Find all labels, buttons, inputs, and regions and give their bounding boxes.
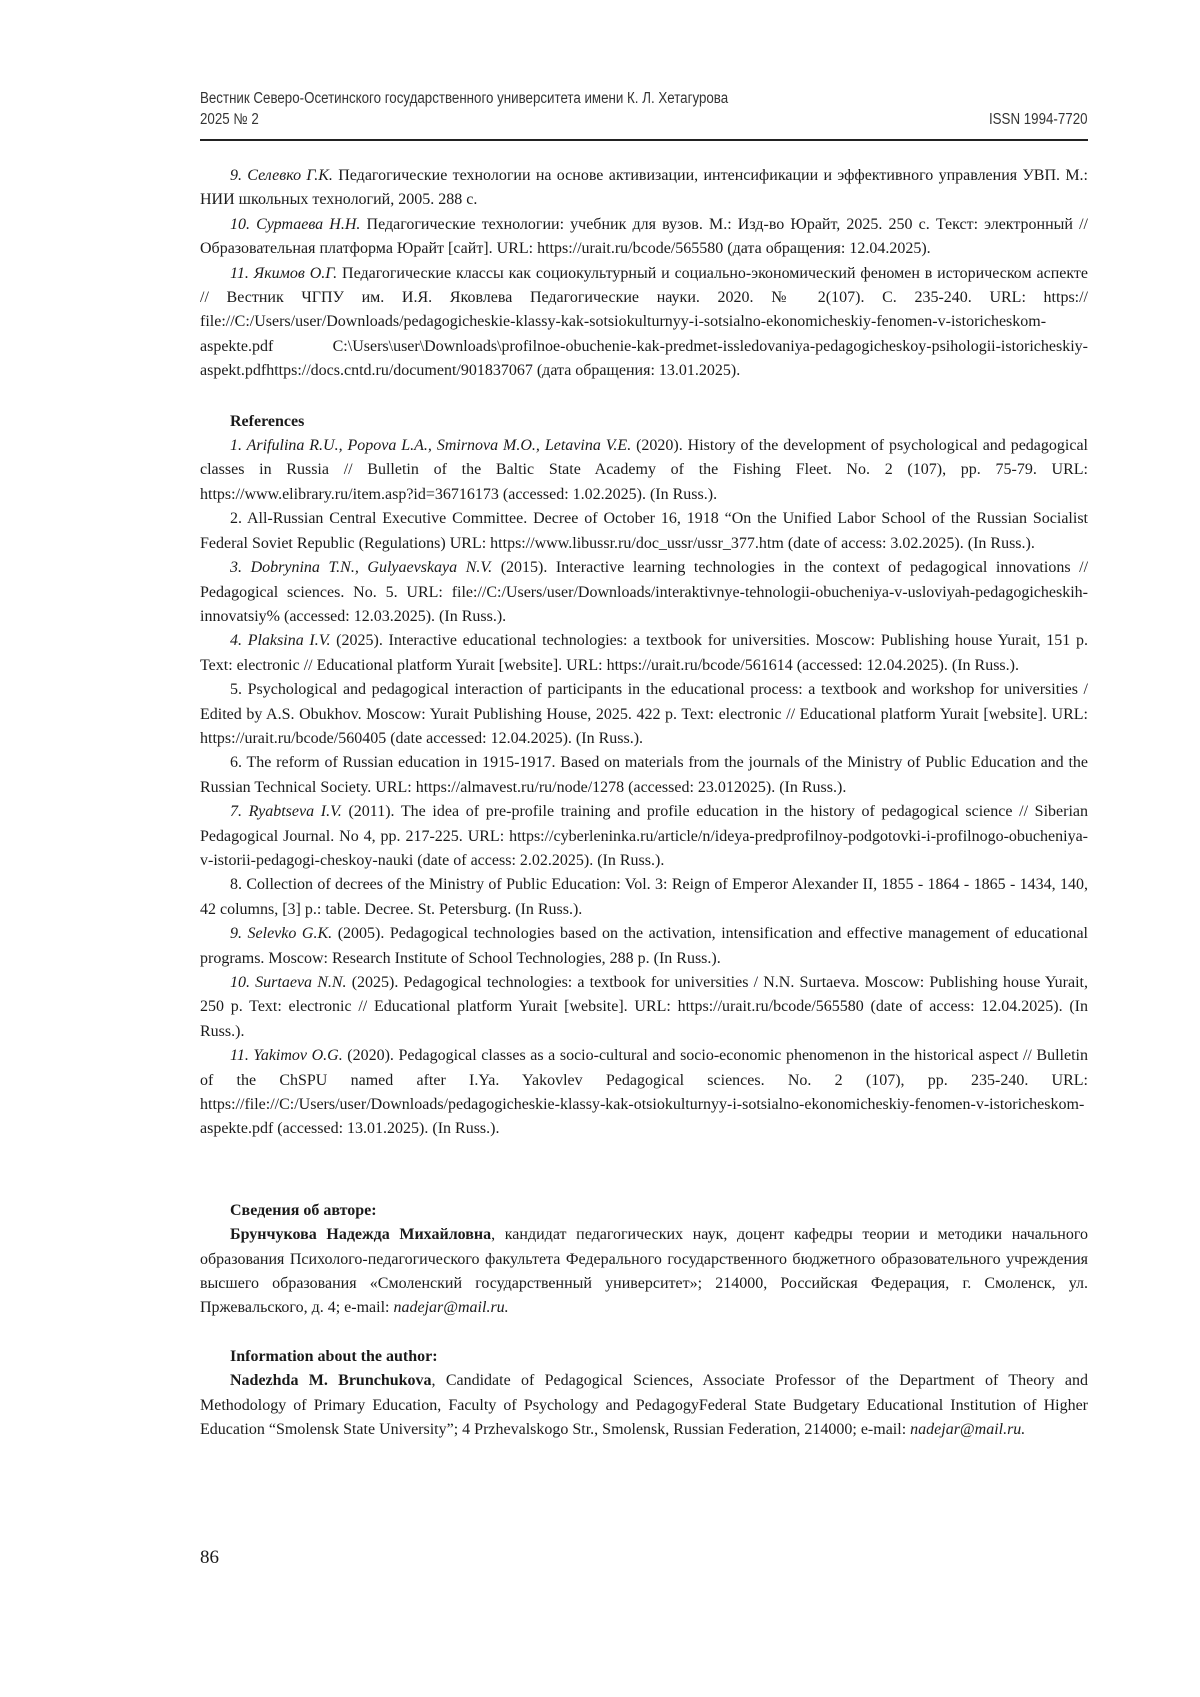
reference-text: (2020). Pedagogical classes as a socio-cultural and socio-economic phenomenon in the historical aspect // Bulletin of the ChSPU named after I.Ya. Yakovlev Pedagogical sciences. No. 2 (107), pp. 235-240. URL: https://file://C:/Users/user/Downloads/pedagogicheskie-klassy-kak-otsiokulturnyy-i-sotsialno-ekonomicheskiy-fenomen-v-istoricheskom-aspekte.pdf (accessed: 13.01.2025). (In Russ.). (200, 1047, 1088, 1138)
issn: ISSN 1994-7720 (988, 111, 1088, 128)
reference-item (200, 213, 1088, 262)
issue-row (200, 111, 1088, 129)
reference-author: 11. Якимов О.Г. (230, 264, 338, 282)
reference-item (200, 164, 1088, 213)
reference-author: 10. Surtaeva N.N. (230, 974, 347, 991)
russian-reference-list (200, 164, 1088, 384)
author-details-en: , Candidate of Pedagogical Sciences, Associate Professor of the Department of Theory and Methodology of Primary Education, Faculty of Psychology and PedagogyFederal State Budgetary Educational Institution of Higher Education “Smolensk State University”; 4 Przhevalskogo Str., Smolensk, Russian Federation, 214000; e-mail: (200, 1372, 1089, 1439)
reference-author: 7. Ryabtseva I.V. (230, 803, 342, 821)
reference-text: Педагогические технологии на основе активизации, интенсификации и эффективного управления УВП. М.: НИИ школьных технологий, 2005. 288 с. (200, 167, 1088, 209)
page-content (200, 164, 1088, 1443)
reference-item (200, 1044, 1088, 1142)
reference-item (200, 507, 1088, 556)
reference-author: 9. Selevko G.K. (230, 925, 333, 943)
reference-text: Педагогические технологии: учебник для вузов. М.: Изд-во Юрайт, 2025. 250 с. Текст: электронный // Образовательная платформа Юрайт [сайт]. URL: https://urait.ru/bcode/565580 (дата обращения: 12.04.2025). (200, 215, 1088, 258)
author-name-ru: Брунчукова Надежда Михайловна (230, 1226, 492, 1244)
reference-item (200, 971, 1088, 1044)
reference-item (200, 678, 1088, 751)
author-email-en[interactable]: nadejar@mail.ru. (910, 1421, 1026, 1439)
author-details-ru: , кандидат педагогических наук, доцент кафедры теории и методики начального образования Психолого-педагогического факультета Федерального государственного бюджетного образовательного учреждения высшего образования «Смоленский государственный университет»; 214000, Российская Федерация, г. Смоленск, ул. Пржевальского, д. 4; e-mail: (200, 1226, 1089, 1317)
reference-text: 2. All-Russian Central Executive Committee. Decree of October 16, 1918 “On the Unified Labor School of the Russian Socialist Federal Soviet Republic (Regulations) URL: https://www.libussr.ru/doc_ussr/ussr_377.htm (date of access: 3.02.2025). (In Russ.). (200, 510, 1088, 552)
reference-item (200, 434, 1088, 507)
page-number: 86 (200, 1547, 219, 1568)
reference-text: (2025). Interactive educational technologies: a textbook for universities. Moscow: Publishing house Yurait, 151 p. Text: electronic // Educational platform Yurait [website]. URL: https://urait.ru/bcode/561614 (accessed: 12.04.2025). (In Russ.). (200, 632, 1088, 674)
reference-text: 5. Psychological and pedagogical interaction of participants in the educational process: a textbook and workshop for universities / Edited by A.S. Obukhov. Moscow: Yurait Publishing House, 2025. 422 p. Text: electronic // Educational platform Yurait [website]. URL: https://urait.ru/bcode/560405 (date accessed: 12.04.2025). (In Russ.). (200, 681, 1088, 747)
reference-author: 1. Arifulina R.U., Popova L.A., Smirnova M.O., Letavina V.E. (230, 437, 632, 455)
author-info-ru-heading: Сведения об авторе: (230, 1201, 377, 1219)
reference-item (200, 629, 1088, 678)
english-reference-list (200, 434, 1088, 1142)
reference-author: 4. Plaksina I.V. (230, 632, 331, 650)
reference-item (200, 556, 1088, 629)
reference-author: 11. Yakimov O.G. (230, 1047, 343, 1065)
issue-number: 2025 № 2 (200, 111, 259, 128)
reference-text: (2011). The idea of pre-profile training and profile education in the history of pedagogical science // Siberian Pedagogical Journal. No 4, pp. 217-225. URL: https://cyberleninka.ru/article/n/ideya-predprofilnoy-podgotovki-i-profilnogo-obucheniya-v-istorii-pedagogi-cheskoy-nauki (date of access: 2.02.2025). (In Russ.). (200, 803, 1089, 869)
reference-item (200, 800, 1088, 873)
header-rule (200, 139, 1088, 141)
reference-text: (2005). Pedagogical technologies based on the activation, intensification and effective management of educational programs. Moscow: Research Institute of School Technologies, 288 p. (In Russ.). (200, 925, 1089, 967)
reference-item (200, 751, 1088, 800)
author-info-en (200, 1369, 1088, 1442)
reference-text: 8. Collection of decrees of the Ministry of Public Education: Vol. 3: Reign of Emperor Alexander II, 1855 - 1864 - 1865 - 1434, 140, 42 columns, [3] p.: table. Decree. St. Petersburg. (In Russ.). (200, 876, 1088, 918)
references-heading: References (230, 412, 305, 430)
reference-author: 3. Dobrynina T.N., Gulyaevskaya N.V. (230, 559, 493, 577)
author-info-en-heading: Information about the author: (230, 1347, 438, 1365)
reference-item (200, 873, 1088, 922)
reference-text: (2015). Interactive learning technologies in the context of pedagogical innovations // Pedagogical sciences. No. 5. URL: file://C:/Users/user/Downloads/interaktivnye-tehnologii-obucheniya-v-usloviyah-pedagogicheskih-innovatsiy% (accessed: 12.03.2025). (In Russ.). (200, 559, 1089, 625)
reference-text: Педагогические классы как социокультурный и социально-экономический феномен в историческом аспекте // Вестник ЧГПУ им. И.Я. Яковлева Педагогические науки. 2020. № 2(107). С. 235-240. URL: https:// file://C:/Users/user/Downloads/pedagogicheskie-klassy-kak-sotsiokulturnyy-i-sotsialno-ekonomicheskiy-fenomen-v-istoricheskom-aspekte.pdf C:\Users\user\Downloads\profilnoe-obuchenie-kak-predmet-issledovaniya-pedagogicheskoy-psihologii-istoricheskiy-aspekt.pdfhttps://docs.cntd.ru/document/901837067 (дата обращения: 13.01.2025). (200, 264, 1089, 380)
reference-author: 10. Суртаева Н.Н. (230, 215, 361, 233)
reference-item (200, 922, 1088, 971)
reference-text: (2025). Pedagogical technologies: a textbook for universities / N.N. Surtaeva. Moscow: Publishing house Yurait, 250 p. Text: electronic // Educational platform Yurait [website]. URL: https://urait.ru/bcode/565580 (date of access: 12.04.2025). (In Russ.). (200, 974, 1089, 1040)
journal-title: Вестник Северо-Осетинского государственного университета имени К. Л. Хетагурова (200, 90, 729, 107)
author-name-en: Nadezhda M. Brunchukova (230, 1372, 432, 1390)
reference-text: (2020). History of the development of psychological and pedagogical classes in Russia // Bulletin of the Baltic State Academy of the Fishing Fleet. No. 2 (107), pp. 75-79. URL: https://www.elibrary.ru/item.asp?id=36716173 (accessed: 1.02.2025). (In Russ.). (200, 437, 1089, 503)
reference-author: 9. Селевко Г.К. (230, 167, 333, 184)
author-info-ru (200, 1223, 1088, 1321)
author-email-ru[interactable]: nadejar@mail.ru. (393, 1299, 509, 1317)
running-header (200, 90, 1088, 129)
reference-text: 6. The reform of Russian education in 1915-1917. Based on materials from the journals of the Ministry of Public Education and the Russian Technical Society. URL: https://almavest.ru/ru/node/1278 (accessed: 23.012025). (In Russ.). (200, 754, 1088, 796)
reference-item (200, 262, 1088, 384)
